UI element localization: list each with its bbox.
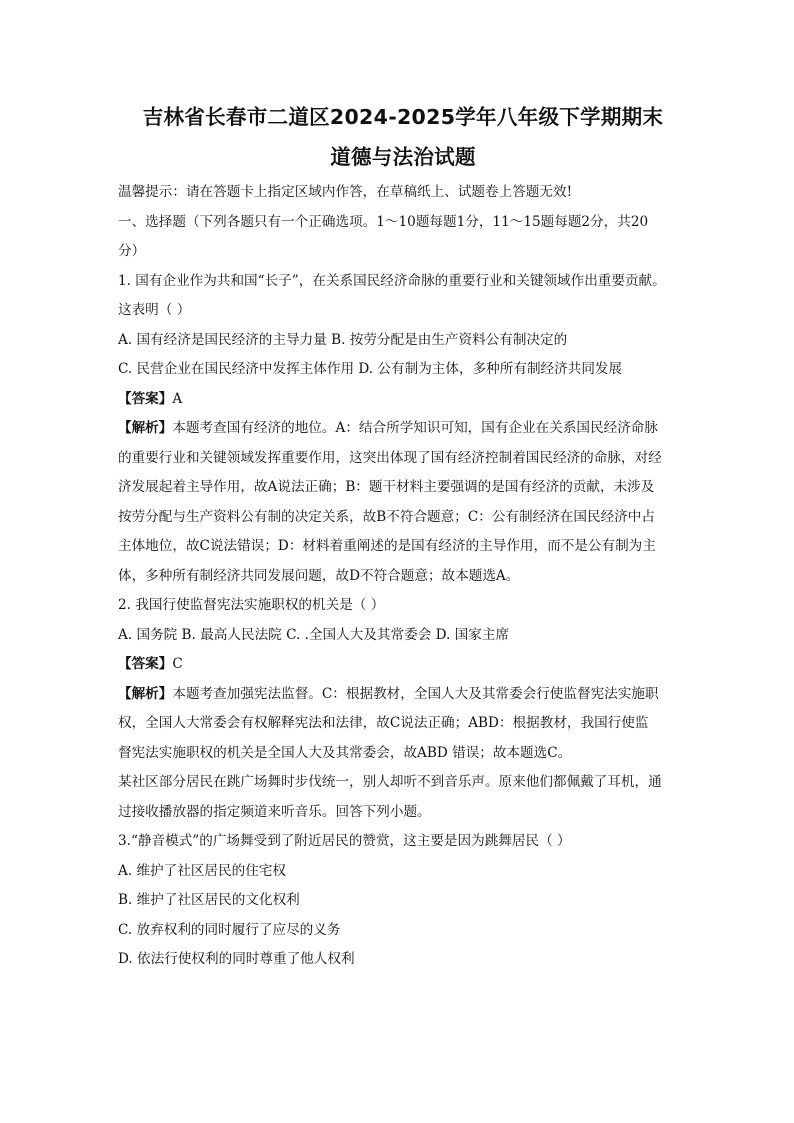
material-line-1: 某社区部分居民在跳广场舞时步伐统一，别人却听不到音乐声。原来他们都佩戴了耳机，通 bbox=[118, 774, 662, 790]
answer-value: C bbox=[172, 656, 183, 672]
exam-title-line-1: 吉林省长春市二道区2024-2025学年八年级下学期期末 bbox=[142, 105, 664, 129]
q1-analysis-line-4: 按劳分配与生产资料公有制的决定关系，故B不符合题意；C：公有制经济在国民经济中占 bbox=[118, 508, 655, 525]
q2-options: A. 国务院 B. 最高人民法院 C. .全国人大及其常委会 D. 国家主席 bbox=[118, 626, 510, 643]
analysis-tag: 【解析】 bbox=[118, 685, 173, 702]
q2-analysis-line-2: 权，全国人大常委会有权解释宪法和法律，故C说法正确；ABD：根据教材，我国行使监 bbox=[118, 715, 649, 731]
q1-options-line-2: C. 民营企业在国民经济中发挥主体作用 D. 公有制为主体，多种所有制经济共同发展 bbox=[118, 361, 623, 377]
q1-analysis-line-3: 济发展起着主导作用，故A说法正确；B：题干材料主要强调的是国有经济的贡献，未涉及 bbox=[118, 479, 655, 495]
q1-analysis-line-1 bbox=[118, 414, 688, 444]
q1-options-line-1: A. 国有经济是国民经济的主导力量 B. 按劳分配是由生产资料公有制决定的 bbox=[118, 331, 568, 348]
answer-tag: 【答案】 bbox=[118, 656, 173, 672]
q3-stem: 3.“静音模式”的广场舞受到了附近居民的赞赏，这主要是因为跳舞居民（ ） bbox=[118, 833, 571, 849]
q2-stem: 2. 我国行使监督宪法实施职权的机关是（ ） bbox=[118, 597, 385, 613]
analysis-text: 本题考查加强宪法监督。C：根据教材，全国人大及其常委会行使监督宪法实施职 bbox=[172, 685, 659, 702]
section-header-line-2: 分） bbox=[118, 243, 146, 259]
q1-analysis-line-6: 体，多种所有制经济共同发展问题，故D不符合题意；故本题选A。 bbox=[118, 567, 520, 584]
q1-stem-line-2: 这表明（ ） bbox=[118, 302, 191, 318]
q3-option-a: A. 维护了社区居民的住宅权 bbox=[118, 862, 286, 879]
analysis-tag: 【解析】 bbox=[118, 420, 173, 436]
q1-analysis-line-5: 主体地位，故C说法错误；D：材料着重阐述的是国有经济的主导作用，而不是公有制为主 bbox=[118, 538, 656, 554]
q3-option-d: D. 依法行使权利的同时尊重了他人权利 bbox=[118, 951, 355, 967]
q1-answer bbox=[118, 385, 688, 415]
q3-option-b: B. 维护了社区居民的文化权利 bbox=[118, 892, 300, 908]
section-header-line-1: 一、选择题（下列各题只有一个正确选项。1～10题每题1分，11～15题每题2分，共20 bbox=[118, 213, 649, 230]
q1-analysis-line-2: 的重要行业和关键领域发挥重要作用，这突出体现了国有经济控制着国民经济的命脉，对经 bbox=[118, 449, 662, 466]
exam-page bbox=[118, 100, 688, 975]
analysis-text: 本题考查国有经济的地位。A：结合所学知识可知，国有企业在关系国民经济命脉 bbox=[172, 420, 658, 436]
q2-answer bbox=[118, 650, 688, 680]
q2-analysis-line-3: 督宪法实施职权的机关是全国人大及其常委会，故ABD 错误；故本题选C。 bbox=[118, 744, 572, 761]
answer-tag: 【答案】 bbox=[118, 390, 173, 407]
q3-option-c: C. 放弃权利的同时履行了应尽的义务 bbox=[118, 921, 341, 938]
q2-analysis-line-1 bbox=[118, 680, 688, 710]
tip-text: 温馨提示：请在答题卡上指定区域内作答，在草稿纸上、试题卷上答题无效! bbox=[118, 184, 573, 200]
exam-title-line-2: 道德与法治试题 bbox=[330, 145, 476, 169]
q1-stem-line-1: 1. 国有企业作为共和国“长子”，在关系国民经济命脉的重要行业和关键领域作出重要贡献。 bbox=[118, 272, 666, 289]
material-line-2: 过接收播放器的指定频道来听音乐。回答下列小题。 bbox=[118, 803, 431, 820]
answer-value: A bbox=[172, 390, 183, 407]
